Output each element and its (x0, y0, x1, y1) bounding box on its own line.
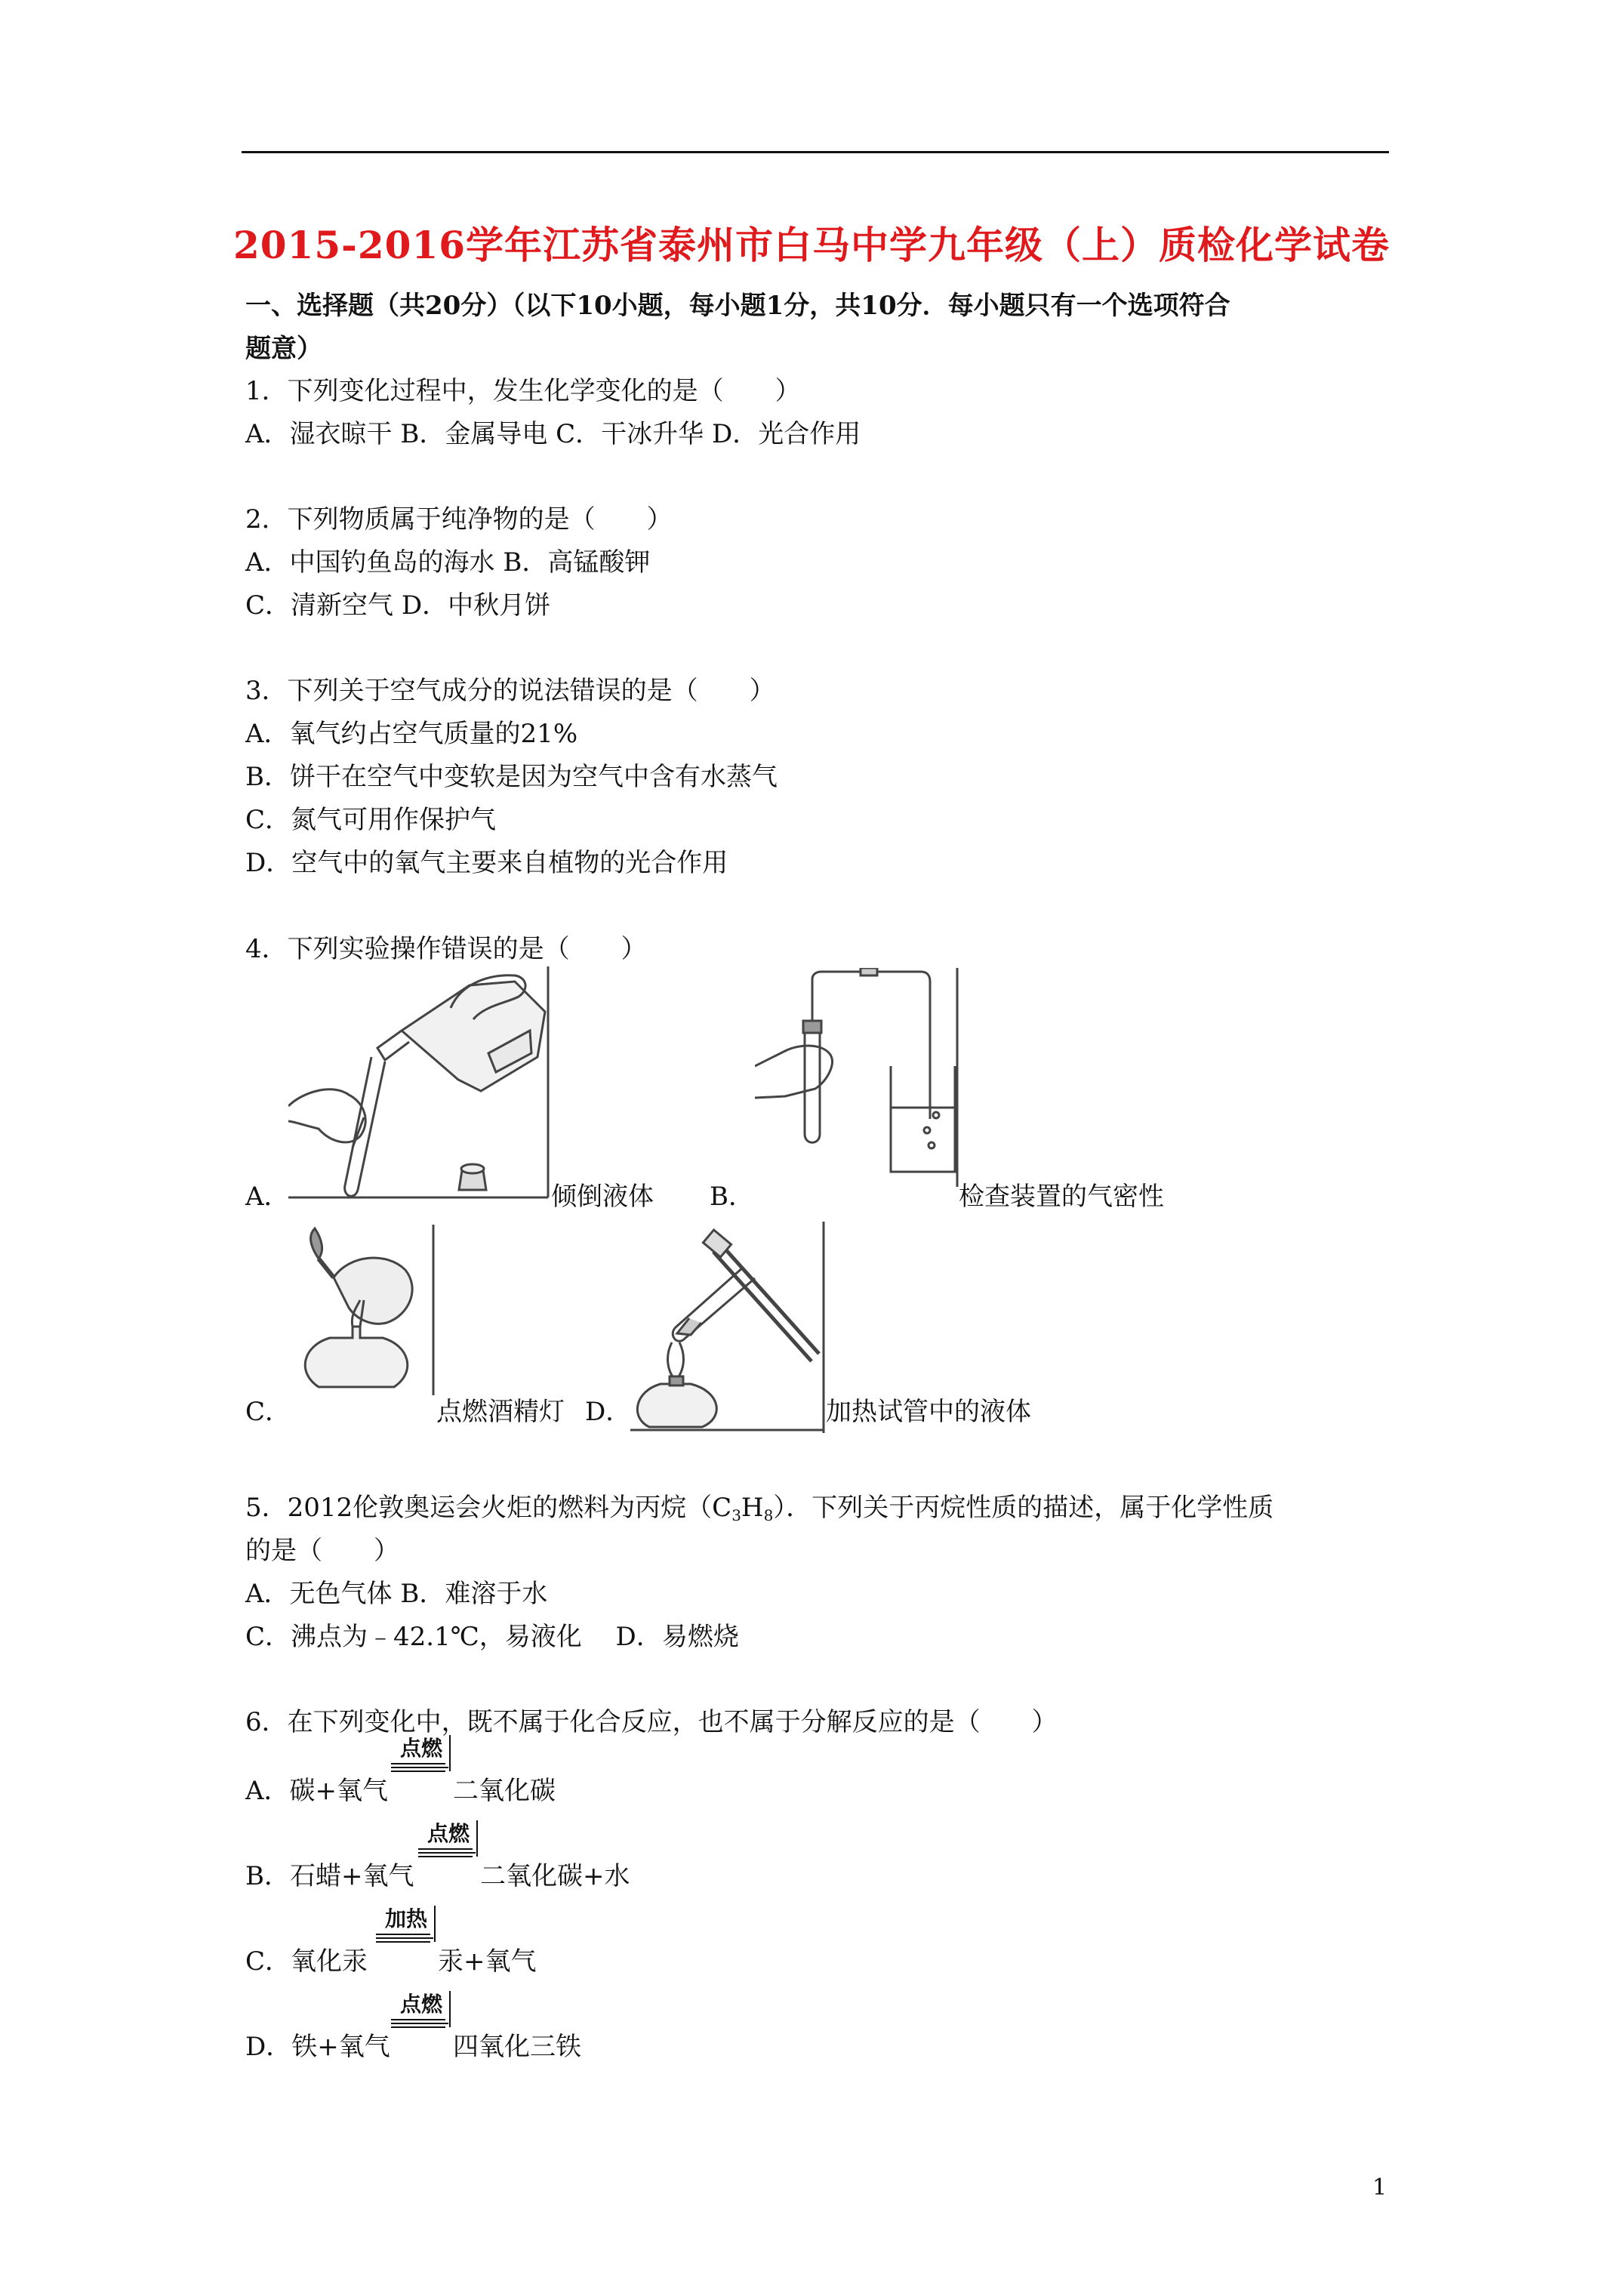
figure-lighting-alcohol-lamp (288, 1225, 436, 1395)
q4-stem: 4．下列实验操作错误的是（ ） (245, 934, 647, 964)
q2-stem: 2．下列物质属于纯净物的是（ ） (245, 504, 673, 535)
q5-options-ab: A．无色气体 B．难溶于水 (245, 1579, 548, 1609)
q1-stem: 1．下列变化过程中，发生化学变化的是（ ） (245, 376, 801, 406)
page-title: 2015-2016学年江苏省泰州市白马中学九年级（上）质检化学试卷 (233, 223, 1390, 267)
figure-heating-liquid (630, 1222, 827, 1433)
q6-option-d-arrow (391, 1991, 451, 2036)
q4-option-a-caption: 倾倒液体 (551, 1182, 654, 1212)
page-number: 1 (1372, 2174, 1387, 2201)
q6-option-b-right: 二氧化碳+水 (480, 1861, 630, 1891)
q6-option-c-condition: 加热 (384, 1906, 427, 1931)
q6-option-d-left: D．铁+氧气 (245, 2032, 390, 2062)
q5-stem-post: ）．下列关于丙烷性质的描述，属于化学性质 (773, 1493, 1274, 1523)
q3-option-b: B．饼干在空气中变软是因为空气中含有水蒸气 (245, 762, 778, 792)
q6-option-a-right: 二氧化碳 (453, 1776, 556, 1806)
q4-option-b-caption: 检查装置的气密性 (959, 1182, 1164, 1212)
q3-option-d: D．空气中的氧气主要来自植物的光合作用 (245, 848, 728, 878)
figure-airtightness-check (755, 968, 960, 1187)
reaction-arrow-icon (418, 1820, 479, 1866)
header-rule (242, 151, 1389, 153)
q5-h: H (741, 1493, 764, 1523)
q3-stem: 3．下列关于空气成分的说法错误的是（ ） (245, 676, 775, 706)
q5-sub-8: 8 (763, 1506, 774, 1524)
q3-option-a: A．氧气约占空气质量的21% (245, 719, 578, 749)
q4-option-a-letter: A． (245, 1182, 290, 1212)
q6-option-b-condition: 点燃 (427, 1821, 470, 1846)
q6-stem: 6．在下列变化中，既不属于化合反应，也不属于分解反应的是（ ） (245, 1707, 1058, 1737)
q6-option-c-right: 汞+氧气 (438, 1946, 537, 1977)
reaction-arrow-icon (391, 1735, 451, 1780)
q3-option-c: C．氮气可用作保护气 (245, 805, 497, 835)
section-heading-line2: 题意） (245, 334, 322, 364)
q5-stem-line2: 的是（ ） (245, 1536, 399, 1566)
q2-options-ab: A．中国钓鱼岛的海水 B．高锰酸钾 (245, 547, 651, 578)
q6-option-a-arrow (391, 1735, 451, 1780)
reaction-arrow-icon (376, 1906, 436, 1951)
q4-option-c-caption: 点燃酒精灯 (436, 1397, 565, 1427)
q6-option-b-arrow (418, 1820, 479, 1866)
q2-options-cd: C．清新空气 D．中秋月饼 (245, 590, 551, 621)
q5-options-cd: C．沸点为﹣42.1℃，易液化 D．易燃烧 (245, 1622, 739, 1652)
q6-option-c-left: C．氧化汞 (245, 1946, 368, 1977)
figure-pouring-liquid (288, 966, 551, 1200)
q6-option-a-condition: 点燃 (399, 1736, 442, 1761)
q6-option-d-condition: 点燃 (399, 1992, 442, 2017)
q5-stem-line1 (245, 1493, 1273, 1530)
q5-sub-3: 3 (731, 1506, 741, 1524)
q6-option-c-arrow (376, 1906, 436, 1951)
q4-option-b-letter: B． (710, 1182, 754, 1212)
q4-option-d-caption: 加热试管中的液体 (826, 1397, 1031, 1427)
q4-option-d-letter: D． (585, 1397, 632, 1427)
q5-stem-pre: 5．2012伦敦奥运会火炬的燃料为丙烷（C (245, 1493, 732, 1523)
q6-option-b-left: B．石蜡+氧气 (245, 1861, 414, 1891)
q4-option-c-letter: C． (245, 1397, 291, 1427)
q6-option-a-left: A．碳+氧气 (245, 1776, 389, 1806)
q1-options: A．湿衣晾干 B．金属导电 C．干冰升华 D．光合作用 (245, 419, 861, 449)
reaction-arrow-icon (391, 1991, 451, 2036)
section-heading-line1: 一、选择题（共20分）（以下10小题，每小题1分，共10分．每小题只有一个选项符合 (245, 291, 1230, 321)
q6-option-d-right: 四氧化三铁 (453, 2032, 581, 2062)
